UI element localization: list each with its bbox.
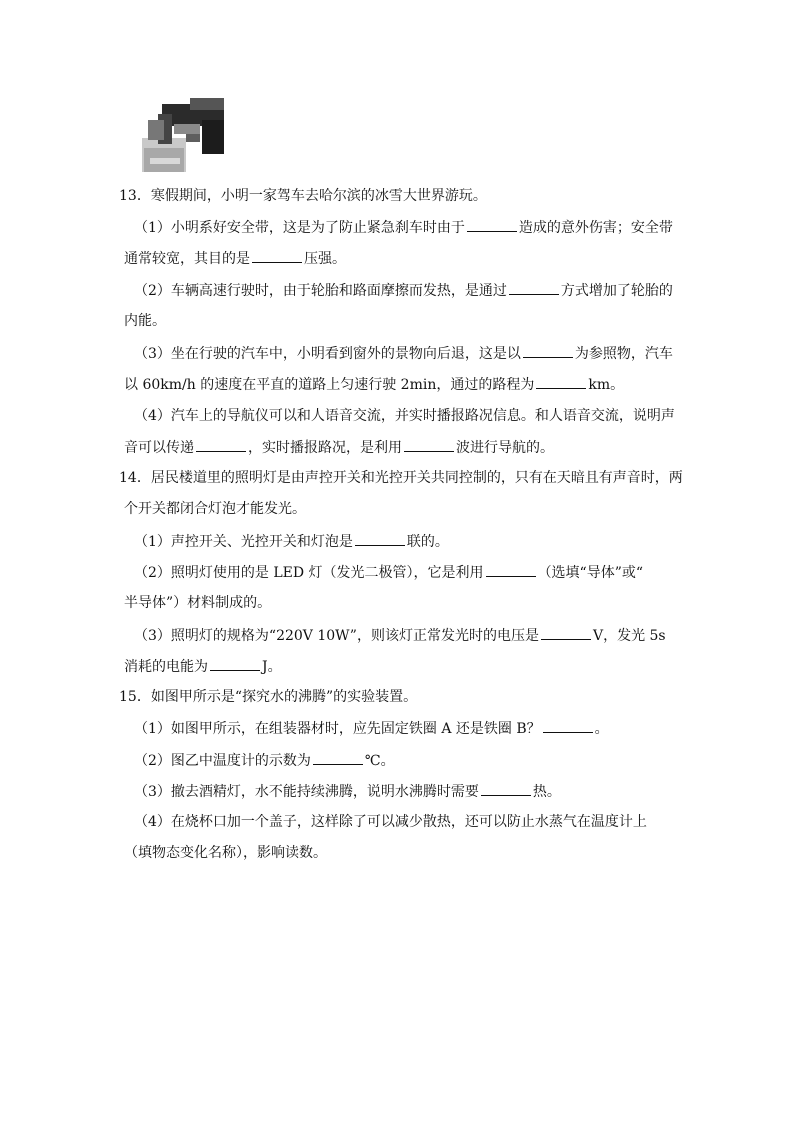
text: （3）撤去酒精灯，水不能持续沸腾，说明水沸腾时需要 — [134, 784, 479, 800]
text: 热。 — [532, 784, 561, 800]
q15-part2 — [134, 750, 395, 771]
q14-title-line1 — [119, 468, 683, 488]
text: （3）坐在行驶的汽车中，小明看到窗外的景物向后退，这是以 — [134, 346, 521, 362]
text: （3）照明灯的规格为“220V 10W”，则该灯正常发光时的电压是 — [134, 628, 539, 644]
text: 以 60km/h 的速度在平直的道路上匀速行驶 2min，通过的路程为 — [124, 377, 535, 393]
q13-part2-line2 — [124, 311, 166, 331]
q15-title — [119, 687, 417, 707]
answer-blank[interactable] — [523, 343, 573, 358]
q13-part3-line2 — [124, 374, 624, 395]
text: （2）照明灯使用的是 LED 灯（发光二极管），它是利用 — [134, 565, 484, 581]
text: 个开关都闭合灯泡才能发光。 — [124, 501, 306, 517]
q13-title — [119, 186, 487, 206]
text: （2）车辆高速行驶时，由于轮胎和路面摩擦而发热，是通过 — [134, 283, 507, 299]
q13-part4-line2 — [124, 437, 554, 458]
q13-part4-line1 — [134, 406, 675, 426]
text: ℃。 — [364, 753, 395, 769]
text: （填物态变化名称），影响读数。 — [124, 845, 327, 861]
text: km。 — [588, 377, 625, 393]
text: 波进行导航的。 — [456, 440, 554, 456]
text: 联的。 — [406, 534, 449, 550]
answer-blank[interactable] — [543, 718, 593, 733]
text: （4）汽车上的导航仪可以和人语音交流，并实时播报路况信息。和人语音交流，说明声 — [134, 408, 675, 424]
text: 消耗的电能为 — [124, 659, 208, 675]
q14-part2-line1 — [134, 562, 643, 583]
text: 半导体”）材料制成的。 — [124, 595, 272, 611]
answer-blank[interactable] — [541, 625, 591, 640]
text: （2）图乙中温度计的示数为 — [134, 753, 311, 769]
text: 内能。 — [124, 313, 166, 329]
q15-part1 — [134, 718, 609, 739]
text: （1）声控开关、光控开关和灯泡是 — [134, 534, 353, 550]
q14-part3-line1 — [134, 625, 666, 646]
experiment-photo — [140, 98, 226, 174]
q13-title-text: 13．寒假期间，小明一家驾车去哈尔滨的冰雪大世界游玩。 — [119, 188, 487, 204]
text: （选填“导体”或“ — [537, 565, 644, 581]
text: 。 — [594, 721, 609, 737]
answer-blank[interactable] — [481, 781, 531, 796]
text: （1）如图甲所示，在组装器材时，应先固定铁圈 A 还是铁圈 B？ — [134, 721, 541, 737]
answer-blank[interactable] — [486, 562, 536, 577]
text: 音可以传递 — [124, 440, 194, 456]
answer-blank[interactable] — [313, 750, 363, 765]
answer-blank[interactable] — [536, 374, 586, 389]
q13-part2-line1 — [134, 280, 673, 301]
text: 通常较宽，其目的是 — [124, 251, 250, 267]
text: 方式增加了轮胎的 — [560, 283, 673, 299]
q14-part1 — [134, 531, 449, 552]
q15-part4-line1 — [134, 812, 647, 832]
q13-part3-line1 — [134, 343, 673, 364]
q15-part3 — [134, 781, 561, 802]
text: ，实时播报路况，是利用 — [248, 440, 402, 456]
q14-part2-line2 — [124, 593, 271, 613]
answer-blank[interactable] — [467, 217, 517, 232]
text: 压强。 — [304, 251, 346, 267]
q14-part3-line2 — [124, 656, 282, 677]
text: 造成的意外伤害；安全带 — [518, 220, 673, 236]
q15-part4-line2 — [124, 843, 327, 863]
answer-blank[interactable] — [404, 437, 454, 452]
text: V，发光 5s — [592, 628, 666, 644]
text: 为参照物，汽车 — [574, 346, 673, 362]
text: 15．如图甲所示是“探究水的沸腾”的实验装置。 — [119, 689, 418, 705]
q13-part1-line2 — [124, 248, 346, 269]
answer-blank[interactable] — [210, 656, 260, 671]
text: J。 — [262, 659, 282, 675]
text: （1）小明系好安全带，这是为了防止紧急刹车时由于 — [134, 220, 465, 236]
q14-title-line2 — [124, 499, 306, 519]
text: 14．居民楼道里的照明灯是由声控开关和光控开关共同控制的，只有在天暗且有声音时，两 — [119, 470, 683, 486]
text: （4）在烧杯口加一个盖子，这样除了可以减少散热，还可以防止水蒸气在温度计上 — [134, 814, 647, 830]
q13-part1-line1 — [134, 217, 673, 238]
answer-blank[interactable] — [196, 437, 246, 452]
answer-blank[interactable] — [252, 248, 302, 263]
answer-blank[interactable] — [509, 280, 559, 295]
answer-blank[interactable] — [355, 531, 405, 546]
